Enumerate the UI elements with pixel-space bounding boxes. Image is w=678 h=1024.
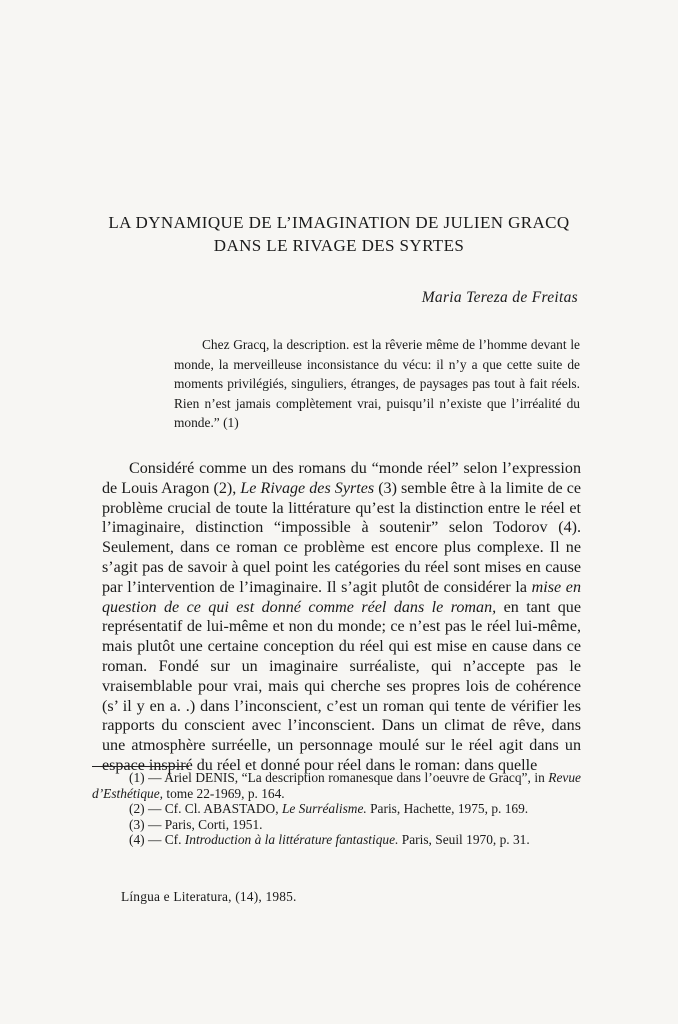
footnote [92,770,581,801]
article-title-line-2: DANS LE RIVAGE DES SYRTES [213,236,465,255]
italic-emphasis: mise en question de ce qui est donné comme réel dans le roman, [102,578,581,616]
footnote-4-italic: Introduction à la littérature fantastique. [184,832,399,848]
footnote-1-text: (1) — Ariel DENIS, “La description romanesque dans l’oeuvre de Gracq”, in [129,770,549,785]
body-paragraph [102,459,581,776]
paragraph-1-part-2: (3) semble être à la limite de ce problème crucial de toute la littérature qu’est la distinction entre le réel et l’imaginaire, distinction “impossible à soutenir” selon Todorov (4). Seulement, dans ce roman ce problème est encore plus complexe. Il ne s’agit pas de savoir à quel point les catégories du réel sont mises en cause par l’intervention de l’imaginaire. Il s’agit plutôt de considérer la [102,479,581,596]
footnote-2-tail: Paris, Hachette, 1975, p. 169. [366,801,529,817]
footnote [92,801,581,817]
footnote-divider [92,766,189,767]
footnote-2-italic: Le Surréalisme. [281,801,367,817]
paragraph-1 [102,459,581,776]
footnote [92,817,581,833]
paragraph-1-part-1: Considéré comme un des romans du “monde réel” selon l’expression de Louis Aragon (2), [102,460,581,497]
footnote-3-text: (3) — Paris, Corti, 1951. [129,816,263,832]
italic-book-title: Le Rivage des Syrtes [240,479,375,497]
footnote-1-italic: Revue d’Esthétique, [92,770,581,801]
journal-citation: Língua e Literatura, (14), 1985. [121,889,297,904]
author-name: Maria Tereza de Freitas [421,289,578,306]
footnote-2-text: (2) — Cf. Cl. ABASTADO, [129,801,282,817]
paragraph-1-part-3: en tant que représentatif de lui-même et non du monde; ce n’est pas le réel lui-même, mais plutôt une certaine conception du réel qui est mise en cause dans ce roman. Fondé sur un imaginaire surréaliste, qui n’accepte pas le vraisemblable pour vrai, mais qui cherche ses propres lois de cohérence (s’ il y en a. .) dans l’inconscient, c’est un roman qui tente de vérifier les rapports du conscient avec l’inconscient. Dans un climat de rêve, dans une atmosphère surréelle, un personnage moulé sur le réel agit dans un espace inspiré du réel et donné pour réel dans le roman: dans quelle [102,598,581,774]
footnote-4-tail: Paris, Seuil 1970, p. 31. [398,832,530,848]
article-title-line-1: LA DYNAMIQUE DE L’IMAGINATION DE JULIEN GRACQ [108,213,570,232]
footnote-1-tail: tome 22-1969, p. 164. [163,785,285,801]
footnotes [92,770,581,848]
epigraph-text: Chez Gracq, la description. est la rêverie même de l’homme devant le monde, la merveilleuse inconsistance du vécu: il n’y a que cette suite de moments privilégiés, singuliers, étranges, de paysages pas tout à fait réels. Rien n’est jamais complètement vrai, puisqu’il n’existe que l’irréalité du monde.” (1) [174,337,580,431]
footnote [92,832,581,848]
footnote-4-text: (4) — Cf. [129,832,185,848]
epigraph [174,335,580,433]
